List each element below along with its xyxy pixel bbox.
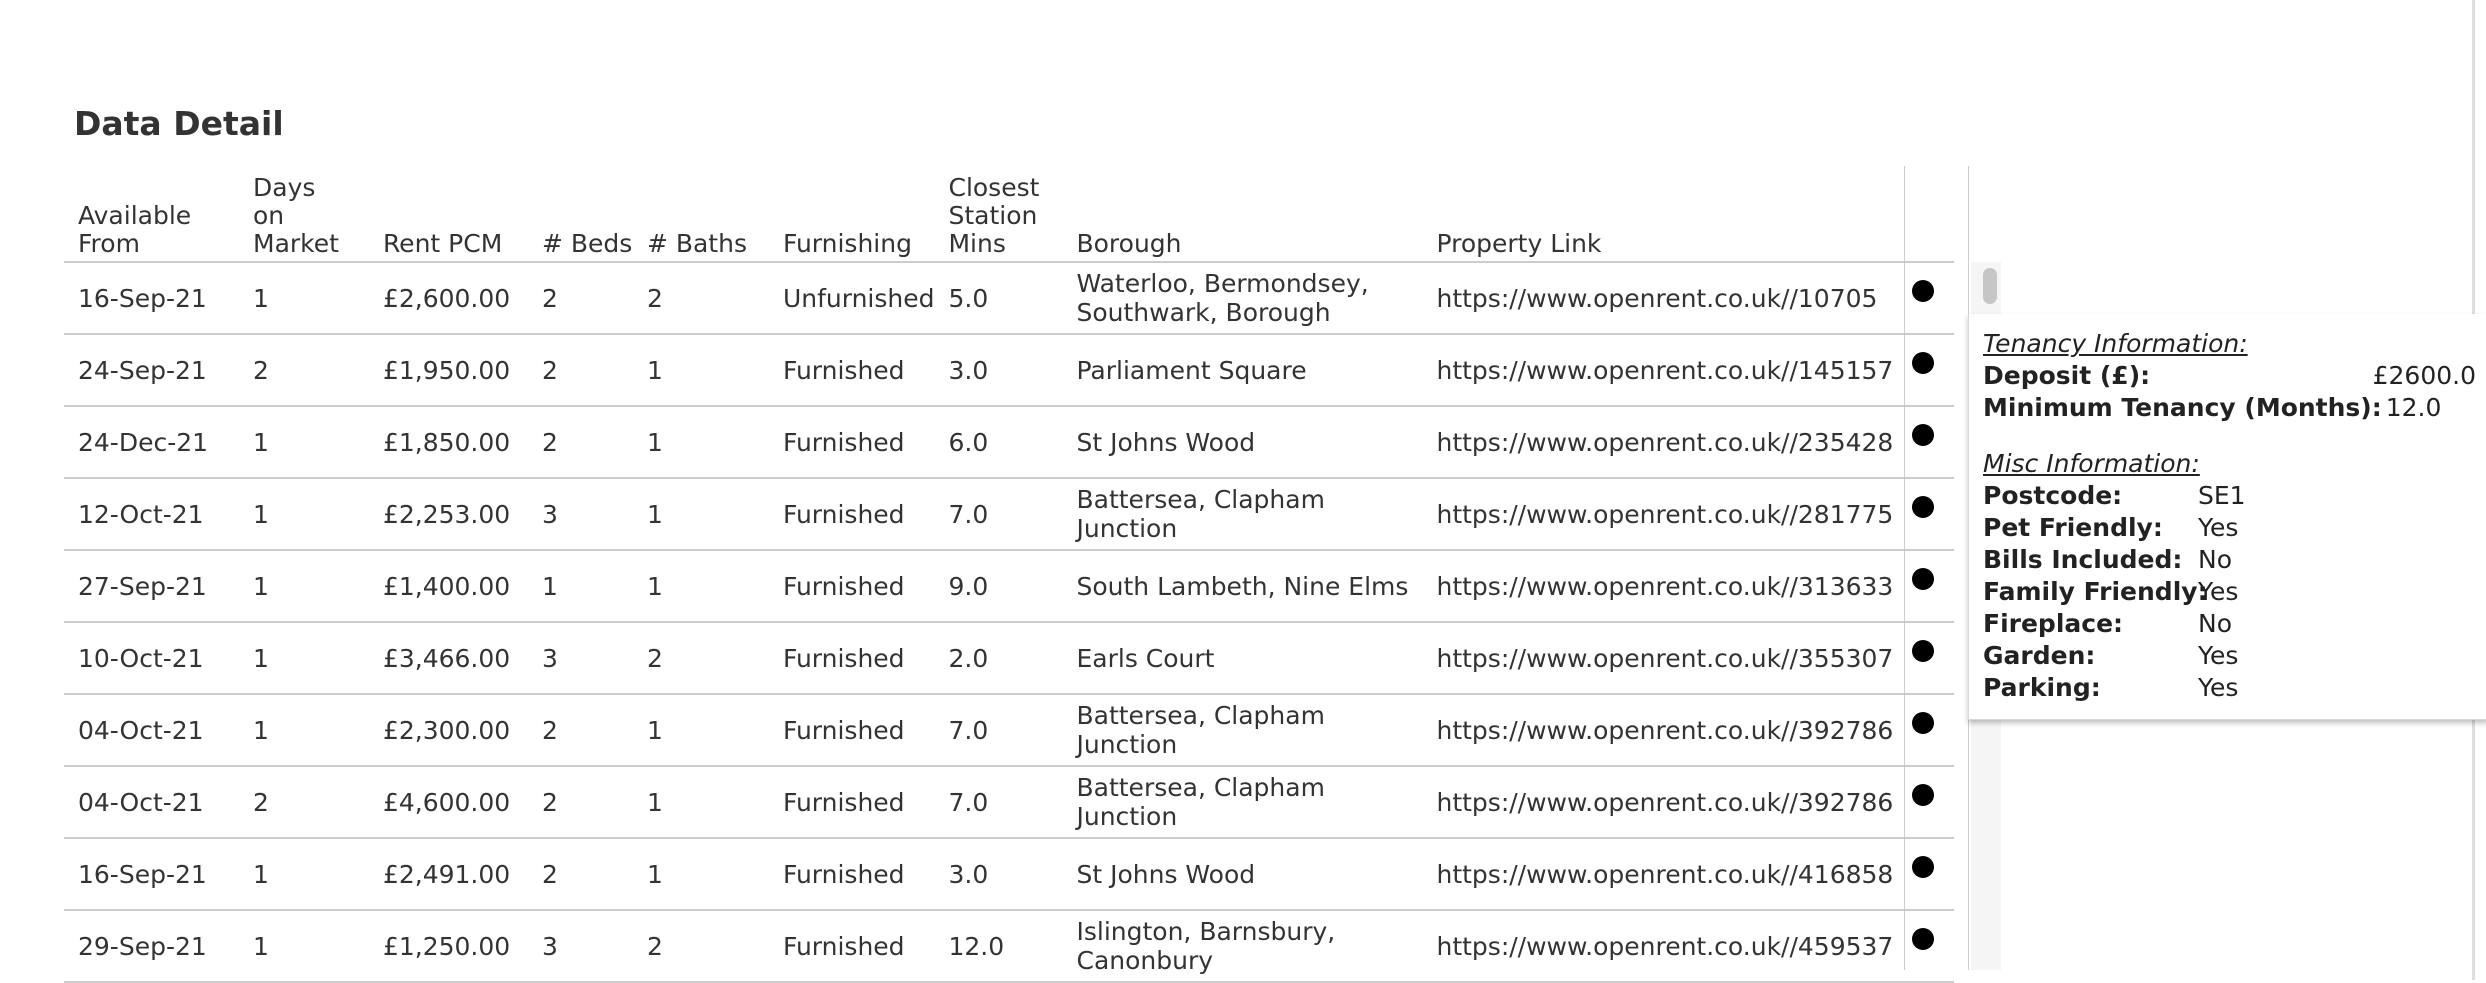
table-row[interactable] [64, 838, 1954, 910]
cell-furnishing: Unfurnished [769, 262, 935, 334]
cell-baths: 1 [633, 334, 769, 406]
table-row[interactable] [64, 262, 1954, 334]
tooltip-key: Parking: [1983, 673, 2101, 702]
cell-days-on-market: 1 [239, 478, 369, 550]
cell-baths: 1 [633, 694, 769, 766]
cell-beds: 2 [528, 694, 633, 766]
cell-rent-pcm: £4,600.00 [369, 766, 528, 838]
tooltip-row [1983, 576, 2486, 608]
tooltip-key: Pet Friendly: [1983, 513, 2163, 542]
header-furnishing[interactable]: Furnishing [769, 166, 935, 262]
tooltip-value: Yes [2198, 641, 2239, 670]
tooltip-value: No [2198, 609, 2232, 638]
table-row[interactable] [64, 334, 1954, 406]
cell-property-link[interactable]: https://www.openrent.co.uk//459537 [1422, 910, 1893, 982]
cell-furnishing: Furnished [769, 838, 935, 910]
tooltip-row [1983, 360, 2486, 392]
header-baths[interactable]: # Baths [633, 166, 769, 262]
tooltip-row [1983, 608, 2486, 640]
header-property-link[interactable]: Property Link [1422, 166, 1893, 262]
table-row[interactable] [64, 766, 1954, 838]
cell-furnishing: Furnished [769, 334, 935, 406]
cell-days-on-market: 1 [239, 406, 369, 478]
scrollbar-thumb[interactable] [1983, 268, 1997, 304]
cell-baths: 2 [633, 622, 769, 694]
tooltip-value: Yes [2198, 513, 2239, 542]
cell-baths: 1 [633, 838, 769, 910]
tooltip-value: Yes [2198, 577, 2239, 606]
data-table-container [64, 166, 1970, 975]
cell-beds: 2 [528, 334, 633, 406]
cell-available-from: 16-Sep-21 [64, 838, 239, 910]
cell-closest-station: 7.0 [934, 694, 1062, 766]
filled-circle-icon[interactable] [1912, 496, 1934, 518]
filled-circle-icon[interactable] [1912, 352, 1934, 374]
page-title: Data Detail [74, 104, 284, 143]
cell-available-from: 10-Oct-21 [64, 622, 239, 694]
cell-beds: 2 [528, 838, 633, 910]
tooltip-row [1983, 480, 2486, 512]
cell-baths: 2 [633, 910, 769, 982]
tooltip-row [1983, 392, 2486, 424]
cell-available-from: 24-Sep-21 [64, 334, 239, 406]
cell-borough: Battersea, Clapham Junction [1062, 478, 1422, 550]
cell-borough: Parliament Square [1062, 334, 1422, 406]
filled-circle-icon[interactable] [1912, 856, 1934, 878]
cell-beds: 3 [528, 478, 633, 550]
cell-days-on-market: 1 [239, 262, 369, 334]
tooltip-key: Minimum Tenancy (Months): [1983, 393, 2382, 422]
cell-rent-pcm: £2,300.00 [369, 694, 528, 766]
cell-rent-pcm: £2,491.00 [369, 838, 528, 910]
cell-beds: 2 [528, 262, 633, 334]
tenancy-heading: Tenancy Information: [1983, 329, 2248, 358]
filled-circle-icon[interactable] [1912, 928, 1934, 950]
table-row[interactable] [64, 550, 1954, 622]
cell-property-link[interactable]: https://www.openrent.co.uk//281775 [1422, 478, 1893, 550]
row-marker-cell[interactable] [1893, 838, 1954, 910]
misc-heading: Misc Information: [1983, 449, 2200, 478]
table-row[interactable] [64, 694, 1954, 766]
table-row[interactable] [64, 910, 1954, 982]
header-borough[interactable]: Borough [1062, 166, 1422, 262]
cell-rent-pcm: £1,400.00 [369, 550, 528, 622]
cell-rent-pcm: £1,950.00 [369, 334, 528, 406]
cell-beds: 3 [528, 622, 633, 694]
cell-available-from: 16-Sep-21 [64, 262, 239, 334]
cell-closest-station: 7.0 [934, 766, 1062, 838]
tooltip-key: Fireplace: [1983, 609, 2124, 638]
filled-circle-icon[interactable] [1912, 568, 1934, 590]
table-row[interactable] [64, 478, 1954, 550]
cell-property-link[interactable]: https://www.openrent.co.uk//313633 [1422, 550, 1893, 622]
cell-borough: Battersea, Clapham Junction [1062, 694, 1422, 766]
cell-closest-station: 6.0 [934, 406, 1062, 478]
tooltip-key: Deposit (£): [1983, 361, 2151, 390]
cell-days-on-market: 1 [239, 622, 369, 694]
cell-property-link[interactable]: https://www.openrent.co.uk//392786 [1422, 694, 1893, 766]
cell-furnishing: Furnished [769, 694, 935, 766]
cell-rent-pcm: £3,466.00 [369, 622, 528, 694]
header-rent-pcm[interactable]: Rent PCM [369, 166, 528, 262]
tooltip-row [1983, 672, 2486, 704]
cell-baths: 1 [633, 766, 769, 838]
cell-closest-station: 12.0 [934, 910, 1062, 982]
cell-closest-station: 5.0 [934, 262, 1062, 334]
cell-furnishing: Furnished [769, 910, 935, 982]
cell-available-from: 27-Sep-21 [64, 550, 239, 622]
cell-borough: St Johns Wood [1062, 838, 1422, 910]
row-marker-cell[interactable] [1893, 406, 1954, 478]
filled-circle-icon[interactable] [1912, 424, 1934, 446]
filled-circle-icon[interactable] [1912, 640, 1934, 662]
cell-available-from: 04-Oct-21 [64, 766, 239, 838]
cell-closest-station: 3.0 [934, 334, 1062, 406]
data-table [64, 166, 1954, 983]
row-marker-cell[interactable] [1893, 478, 1954, 550]
cell-days-on-market: 2 [239, 766, 369, 838]
cell-furnishing: Furnished [769, 550, 935, 622]
cell-beds: 2 [528, 766, 633, 838]
tooltip-key: Garden: [1983, 641, 2096, 670]
tooltip-row [1983, 544, 2486, 576]
cell-furnishing: Furnished [769, 622, 935, 694]
cell-property-link[interactable]: https://www.openrent.co.uk//392786 [1422, 766, 1893, 838]
cell-borough: Waterloo, Bermondsey, Southwark, Borough [1062, 262, 1422, 334]
table-header-row [64, 166, 1954, 262]
cell-baths: 2 [633, 262, 769, 334]
cell-available-from: 29-Sep-21 [64, 910, 239, 982]
cell-baths: 1 [633, 550, 769, 622]
cell-baths: 1 [633, 406, 769, 478]
cell-furnishing: Furnished [769, 478, 935, 550]
cell-property-link[interactable]: https://www.openrent.co.uk//145157 [1422, 334, 1893, 406]
cell-rent-pcm: £1,850.00 [369, 406, 528, 478]
row-detail-tooltip [1968, 314, 2486, 720]
header-marker [1893, 166, 1954, 262]
cell-baths: 1 [633, 478, 769, 550]
filled-circle-icon[interactable] [1912, 712, 1934, 734]
filled-circle-icon[interactable] [1912, 784, 1934, 806]
tooltip-row [1983, 512, 2486, 544]
cell-available-from: 12-Oct-21 [64, 478, 239, 550]
cell-borough: Battersea, Clapham Junction [1062, 766, 1422, 838]
cell-property-link[interactable]: https://www.openrent.co.uk//235428 [1422, 406, 1893, 478]
row-marker-cell[interactable] [1893, 910, 1954, 982]
cell-borough: Islington, Barnsbury, Canonbury [1062, 910, 1422, 982]
row-marker-cell[interactable] [1893, 622, 1954, 694]
cell-borough: South Lambeth, Nine Elms [1062, 550, 1422, 622]
row-marker-cell[interactable] [1893, 694, 1954, 766]
cell-days-on-market: 1 [239, 550, 369, 622]
cell-beds: 1 [528, 550, 633, 622]
header-available-from[interactable]: Available From [64, 166, 239, 262]
table-row[interactable] [64, 622, 1954, 694]
cell-furnishing: Furnished [769, 766, 935, 838]
tooltip-value: 12.0 [2385, 393, 2442, 422]
tooltip-value: Yes [2198, 673, 2239, 702]
cell-closest-station: 2.0 [934, 622, 1062, 694]
cell-property-link[interactable]: https://www.openrent.co.uk//355307 [1422, 622, 1893, 694]
cell-days-on-market: 1 [239, 838, 369, 910]
cell-days-on-market: 2 [239, 334, 369, 406]
tooltip-key: Postcode: [1983, 481, 2123, 510]
cell-rent-pcm: £2,600.00 [369, 262, 528, 334]
cell-property-link[interactable]: https://www.openrent.co.uk//10705 [1422, 262, 1893, 334]
cell-furnishing: Furnished [769, 406, 935, 478]
cell-available-from: 24-Dec-21 [64, 406, 239, 478]
cell-rent-pcm: £2,253.00 [369, 478, 528, 550]
cell-rent-pcm: £1,250.00 [369, 910, 528, 982]
row-marker-cell[interactable] [1893, 550, 1954, 622]
cell-closest-station: 3.0 [934, 838, 1062, 910]
tooltip-row [1983, 640, 2486, 672]
cell-closest-station: 9.0 [934, 550, 1062, 622]
tooltip-value: No [2198, 545, 2232, 574]
filled-circle-icon[interactable] [1912, 280, 1934, 302]
column-divider [1904, 166, 1905, 970]
cell-days-on-market: 1 [239, 910, 369, 982]
tooltip-key: Family Friendly: [1983, 577, 2208, 606]
header-closest-station[interactable]: Closest Station Mins [934, 166, 1062, 262]
cell-available-from: 04-Oct-21 [64, 694, 239, 766]
tooltip-value: £2600.0 [2372, 361, 2476, 390]
cell-closest-station: 7.0 [934, 478, 1062, 550]
cell-beds: 3 [528, 910, 633, 982]
row-marker-cell[interactable] [1893, 334, 1954, 406]
cell-days-on-market: 1 [239, 694, 369, 766]
header-days-on-market[interactable]: Days on Market [239, 166, 369, 262]
tooltip-value: SE1 [2198, 481, 2246, 510]
cell-beds: 2 [528, 406, 633, 478]
row-marker-cell[interactable] [1893, 766, 1954, 838]
cell-borough: St Johns Wood [1062, 406, 1422, 478]
tooltip-key: Bills Included: [1983, 545, 2183, 574]
header-beds[interactable]: # Beds [528, 166, 633, 262]
cell-borough: Earls Court [1062, 622, 1422, 694]
table-row[interactable] [64, 406, 1954, 478]
row-marker-cell[interactable] [1893, 262, 1954, 334]
cell-property-link[interactable]: https://www.openrent.co.uk//416858 [1422, 838, 1893, 910]
